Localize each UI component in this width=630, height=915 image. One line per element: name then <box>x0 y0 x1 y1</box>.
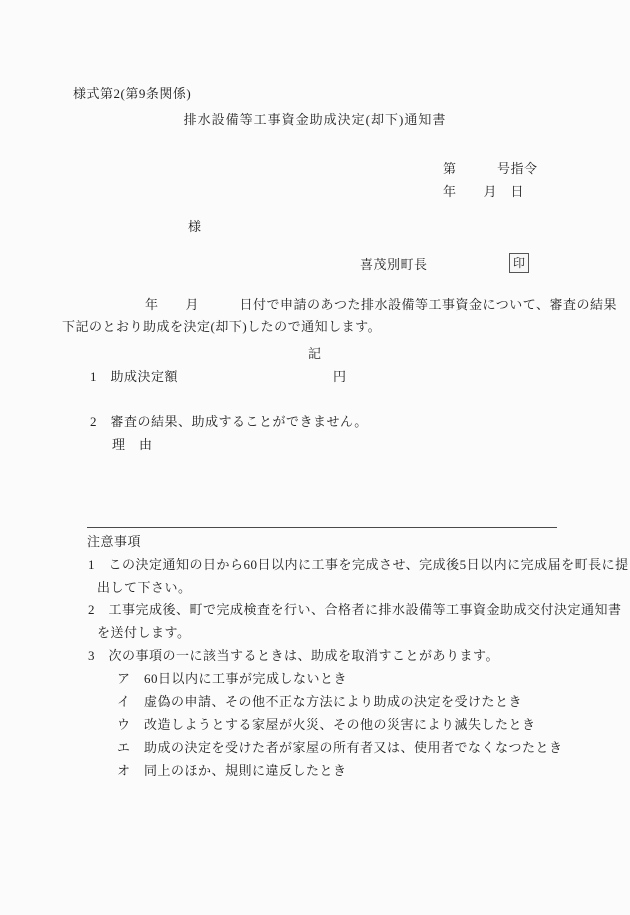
seal-label: 印 <box>512 256 525 270</box>
form-number-label: 様式第2(第9条関係) <box>73 86 192 101</box>
grant-amount-unit-yen: 円 <box>333 369 347 384</box>
notes-heading: 注意事項 <box>87 534 142 549</box>
note-2-line1: 2 工事完成後、町で完成検査を行い、合格者に排水設備等工事資金助成交付決定通知書 <box>88 602 622 617</box>
note-3-sub-u: ウ 改造しようとする家屋が火災、その他の災害により滅失したとき <box>117 717 536 732</box>
separator-rule <box>87 527 557 528</box>
body-paragraph-line1: 年 月 日付で申請のあつた排水設備等工事資金について、審査の結果 <box>145 297 617 312</box>
note-2-line2: を送付します。 <box>97 625 191 640</box>
note-1-line1: 1 この決定通知の日から60日以内に工事を完成させ、完成後5日以内に完成届を町長に提 <box>88 557 629 572</box>
note-3-sub-a: ア 60日以内に工事が完成しないとき <box>117 671 348 686</box>
directive-number-line: 第 号指令 <box>443 161 538 176</box>
note-3-heading: 3 次の事項の一に該当するときは、助成を取消すことがあります。 <box>88 648 499 663</box>
reason-label: 理 由 <box>112 437 153 452</box>
document-title: 排水設備等工事資金助成決定(却下)通知書 <box>183 112 447 127</box>
sender-title: 喜茂別町長 <box>360 257 428 272</box>
note-3-sub-e: エ 助成の決定を受けた者が家屋の所有者又は、使用者でなくなつたとき <box>117 740 563 755</box>
record-marker: 記 <box>307 346 322 361</box>
note-3-sub-i: イ 虚偽の申請、その他不正な方法により助成の決定を受けたとき <box>117 694 523 709</box>
rejection-statement: 2 審査の結果、助成することができません。 <box>90 414 368 429</box>
seal-stamp-box <box>509 253 529 273</box>
note-1-line2: 出して下さい。 <box>97 580 192 595</box>
grant-amount-label: 1 助成決定額 <box>90 369 179 384</box>
body-paragraph-line2: 下記のとおり助成を決定(却下)したので通知します。 <box>62 319 382 334</box>
issue-date-line: 年 月 日 <box>443 184 525 199</box>
addressee-honorific: 様 <box>188 219 202 234</box>
note-3-sub-o: オ 同上のほか、規則に違反したとき <box>117 763 347 778</box>
